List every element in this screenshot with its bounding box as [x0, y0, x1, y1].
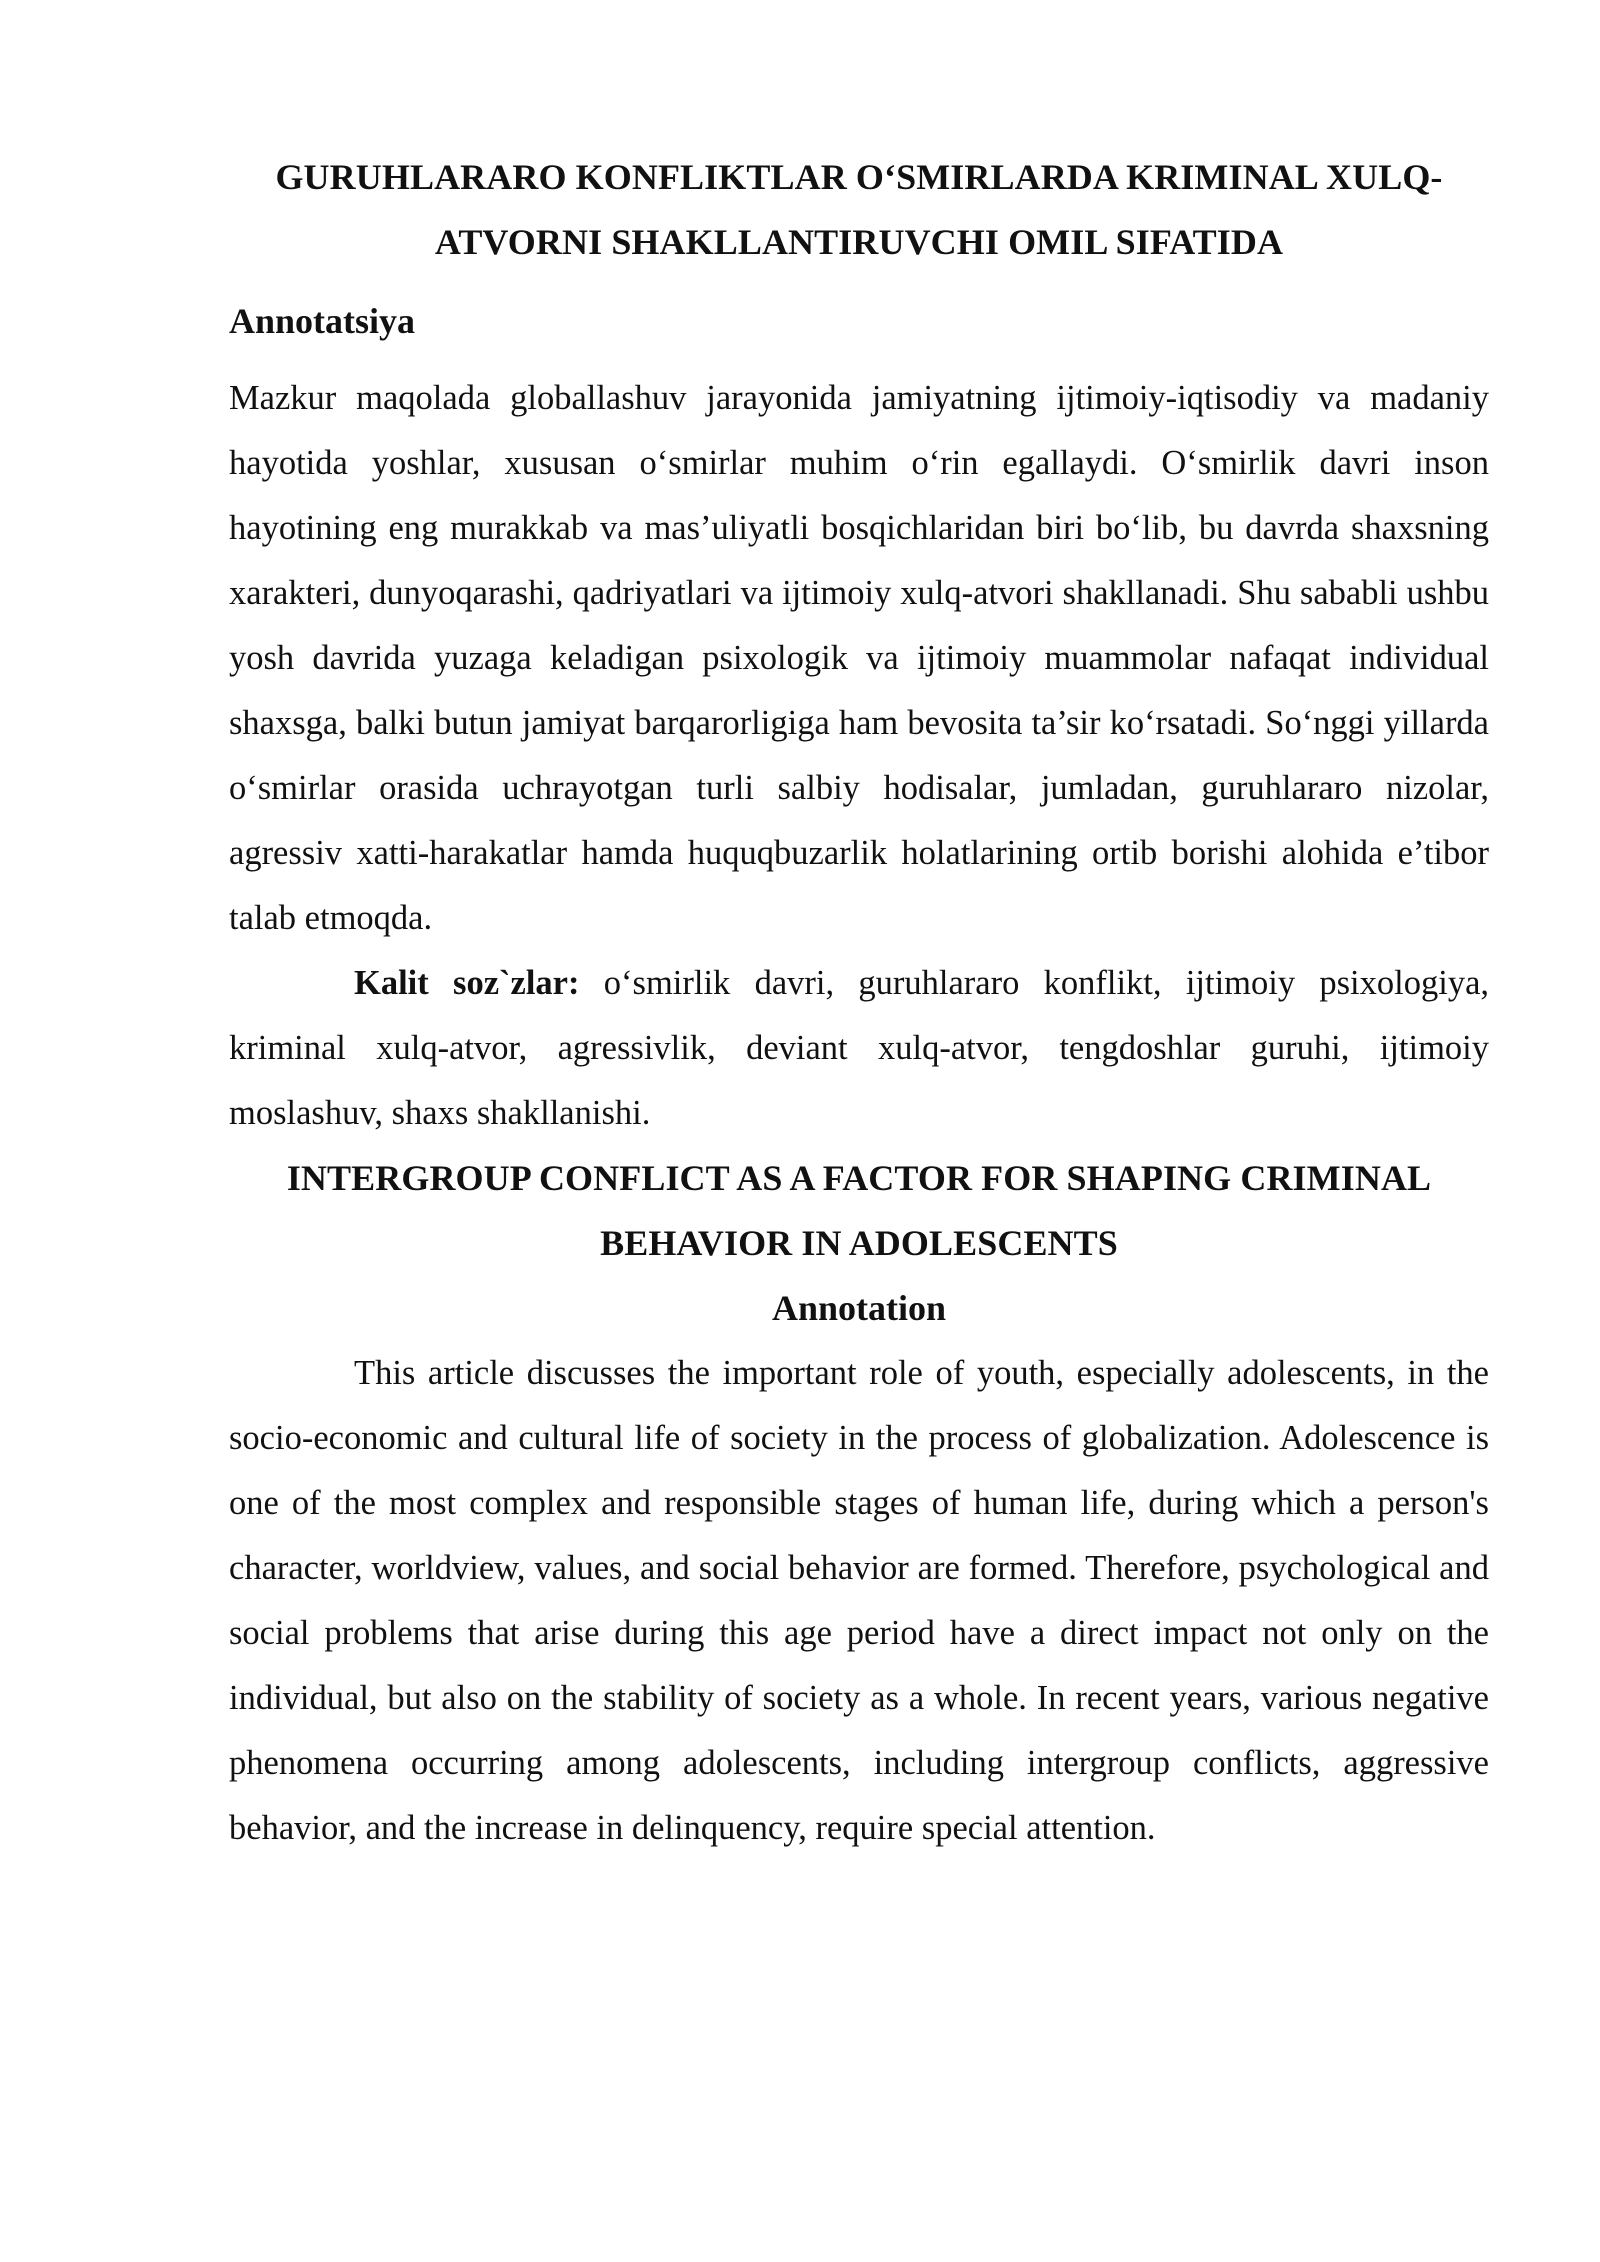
keywords-label: Kalit soz`zlar:	[354, 964, 580, 1002]
english-annotation-heading: Annotation	[771, 1288, 947, 1328]
uzbek-keywords	[229, 951, 1489, 1146]
keywords-text: o‘smirlik davri, guruhlararo konflikt, ijtimoiy psixologiya, kriminal xulq-atvor, agressivlik, deviant xulq-atvor, tengdoshlar guruhi, ijtimoiy moslashuv, shaxs shakllanishi.	[229, 964, 1490, 1132]
article-content	[229, 145, 1489, 1861]
uzbek-annotation-text: Mazkur maqolada globallashuv jarayonida jamiyatning ijtimoiy-iqtisodiy va madaniy hayotida yoshlar, xususan o‘smirlar muhim o‘rin egallaydi. O‘smirlik davri inson hayotining eng murakkab va mas’uliyatli bosqichlaridan biri bo‘lib, bu davrda shaxsning xarakteri, dunyoqarashi, qadriyatlari va ijtimoiy xulq-atvori shakllanadi. Shu sababli ushbu yosh davrida yuzaga keladigan psixologik va ijtimoiy muammolar nafaqat individual shaxsga, balki butun jamiyat barqarorligiga ham bevosita ta’sir ko‘rsatadi. So‘nggi yillarda o‘smirlar orasida uchrayotgan turli salbiy hodisalar, jumladan, guruhlararo nizolar, agressiv xatti-harakatlar hamda huquqbuzarlik holatlarining ortib borishi alohida e’tibor talab etmoqda.	[229, 379, 1489, 937]
english-annotation-text: This article discusses the important role of youth, especially adolescents, in the socio-economic and cultural life of society in the process of globalization. Adolescence is one of the most complex and responsible stages of human life, during which a person's character, worldview, values, and social behavior are formed. Therefore, psychological and social problems that arise during this age period have a direct impact not only on the individual, but also on the stability of society as a whole. In recent years, various negative phenomena occurring among adolescents, including intergroup conflicts, aggressive behavior, and the increase in delinquency, require special attention.	[229, 1354, 1489, 1847]
uzbek-annotation-heading: Annotatsiya	[229, 301, 416, 341]
english-title: INTERGROUP CONFLICT AS A FACTOR FOR SHAPING CRIMINAL BEHAVIOR IN ADOLESCENTS	[286, 1158, 1432, 1263]
uzbek-title: GURUHLARARO KONFLIKTLAR O‘SMIRLARDA KRIMINAL XULQ-ATVORNI SHAKLLANTIRUVCHI OMIL SIFATIDA	[275, 157, 1443, 262]
